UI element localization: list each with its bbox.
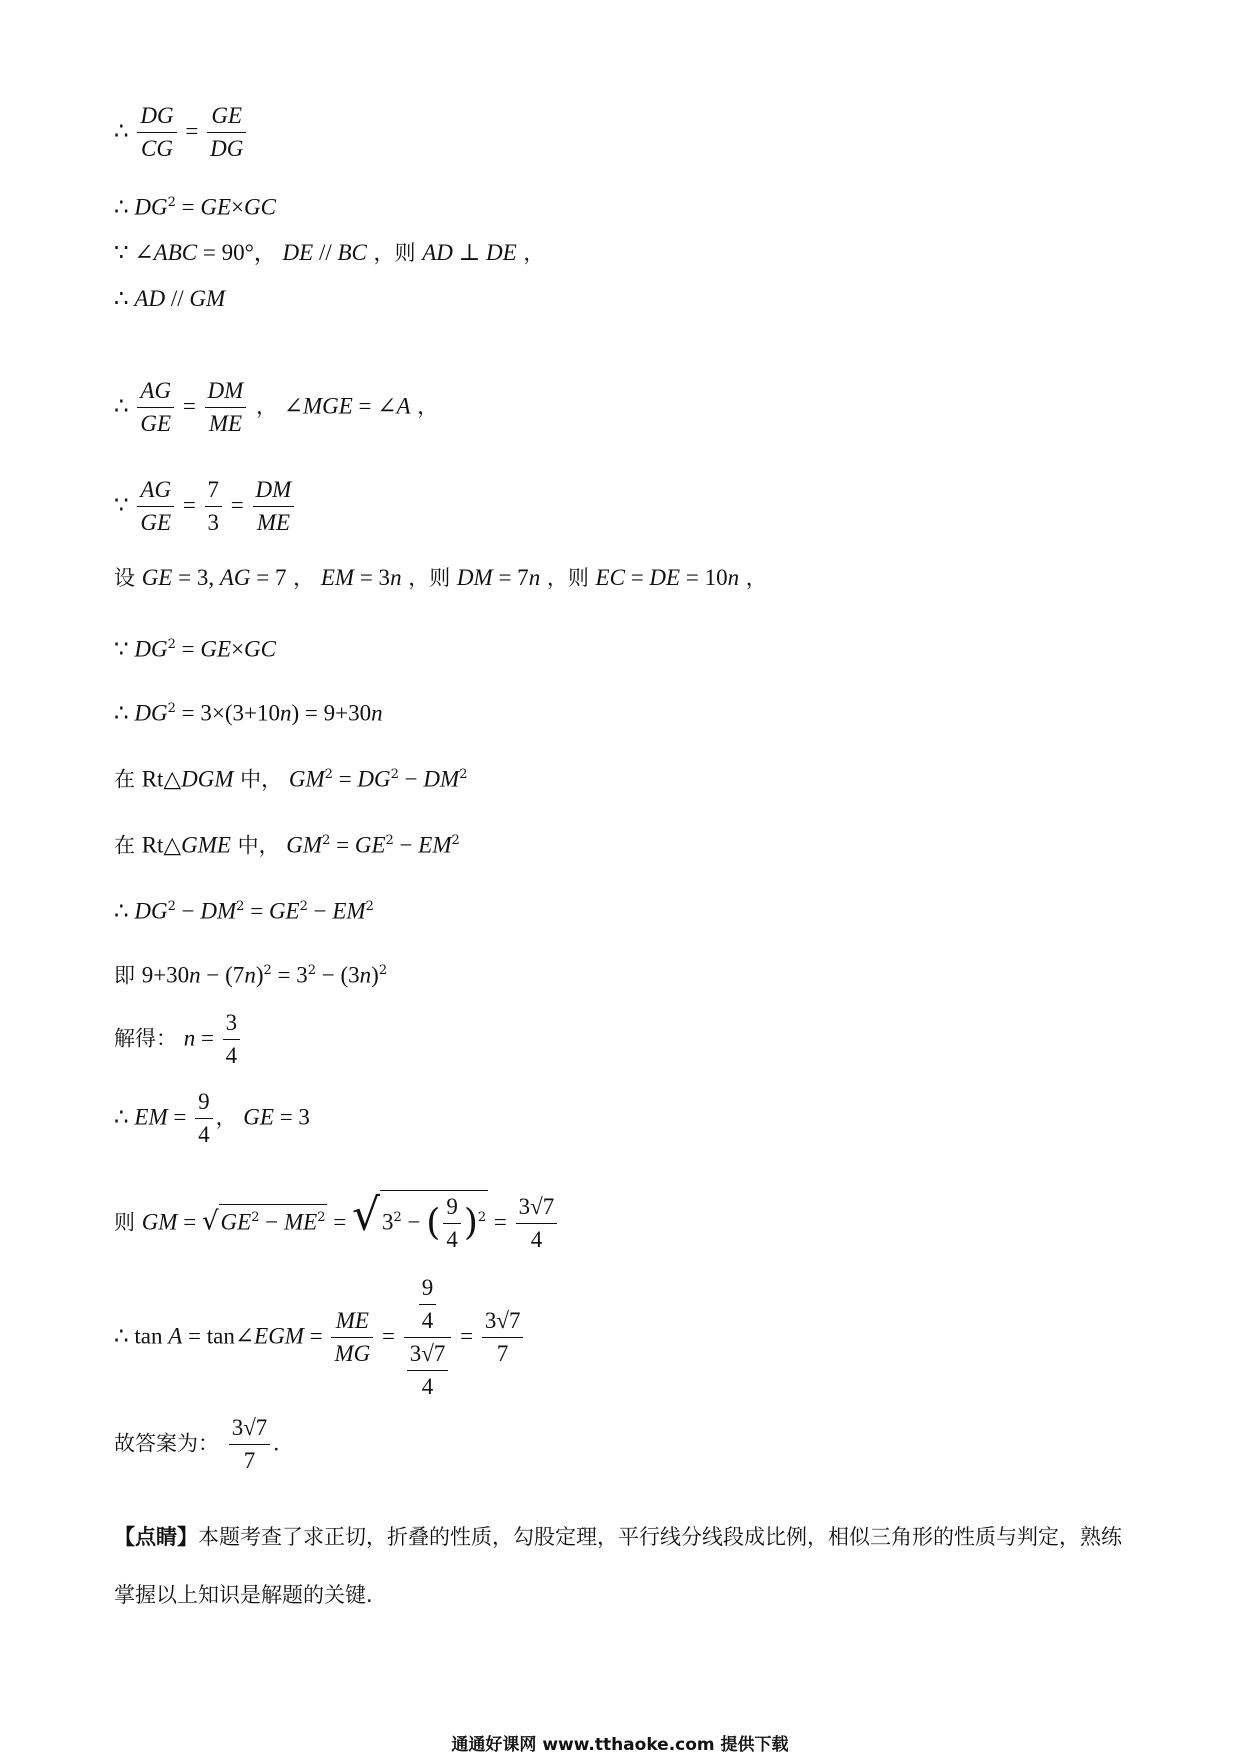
- step-15: ∴ EM = $\frac{9}{4}$ ， GE = 3: [114, 1086, 310, 1151]
- step-9: ∴ $DG^2 = 3\times(3+10n) = 9+30n$: [114, 700, 383, 726]
- comment-text: 本题考查了求正切，折叠的性质，勾股定理，平行线分线段成比例，相似三角形的性质与判定，熟练掌握以上知识是解题的关键.: [114, 1525, 1122, 1607]
- step-6: ∵ $\frac{AG}{GE}$ = $\frac{7}{3}$ = $\frac{DM}{ME}$: [114, 474, 297, 539]
- comment-label: 【点睛】: [114, 1525, 198, 1549]
- step-16: 则 GM = $√GE^2 - ME^2 = √3^2$ − ( $\frac{9}{4}$ )$^2$ = $\frac{3√7}{4}$: [114, 1190, 560, 1256]
- step-3: ∵ ∠ABC = 90°， DE // BC ，则 AD ⊥ DE ，: [114, 240, 545, 265]
- step-10: 在 Rt△DGM 中， $GM^2 = DG^2 - DM^2$: [114, 766, 468, 792]
- step-2: ∴ $DG^2 = GE\times GC$: [114, 194, 276, 220]
- step-13: 即 $9+30n - (7n)^2 = 3^2 - (3n)^2$: [114, 962, 388, 988]
- step-18: 故答案为： $\frac{3√7}{7}$ .: [114, 1412, 279, 1477]
- step-4: ∴ AD // GM: [114, 286, 226, 311]
- step-7: 设 GE = 3, AG = 7 ， EM = 3n ，则 DM = 7n ，则 EC = DE = 10n ，: [114, 565, 767, 590]
- comment-paragraph: [114, 1508, 1124, 1624]
- step-12: ∴ $DG^2 - DM^2 = GE^2 - EM^2$: [114, 898, 374, 924]
- step-1: ∴ $\frac{DG}{CG}$ = $\frac{GE}{DG}$: [114, 100, 249, 165]
- step-17: ∴ tan A = tan∠EGM = $\frac{ME}{MG}$ = $\frac{\frac{9}{4}}{\frac{3√7}{4}}$ = $\frac{3√7}{7}$: [114, 1272, 526, 1403]
- step-8: ∵ $DG^2 = GE\times GC$: [114, 636, 276, 662]
- step-11: 在 Rt△GME 中， $GM^2 = GE^2 - EM^2$: [114, 832, 460, 858]
- footer-credit: 通通好课网 www.tthaoke.com 提供下载: [451, 1735, 789, 1755]
- step-14: 解得： n = $\frac{3}{4}$: [114, 1007, 243, 1072]
- step-5: ∴ $\frac{AG}{GE}$ = $\frac{DM}{ME}$ ， ∠MGE = ∠A ，: [114, 375, 438, 440]
